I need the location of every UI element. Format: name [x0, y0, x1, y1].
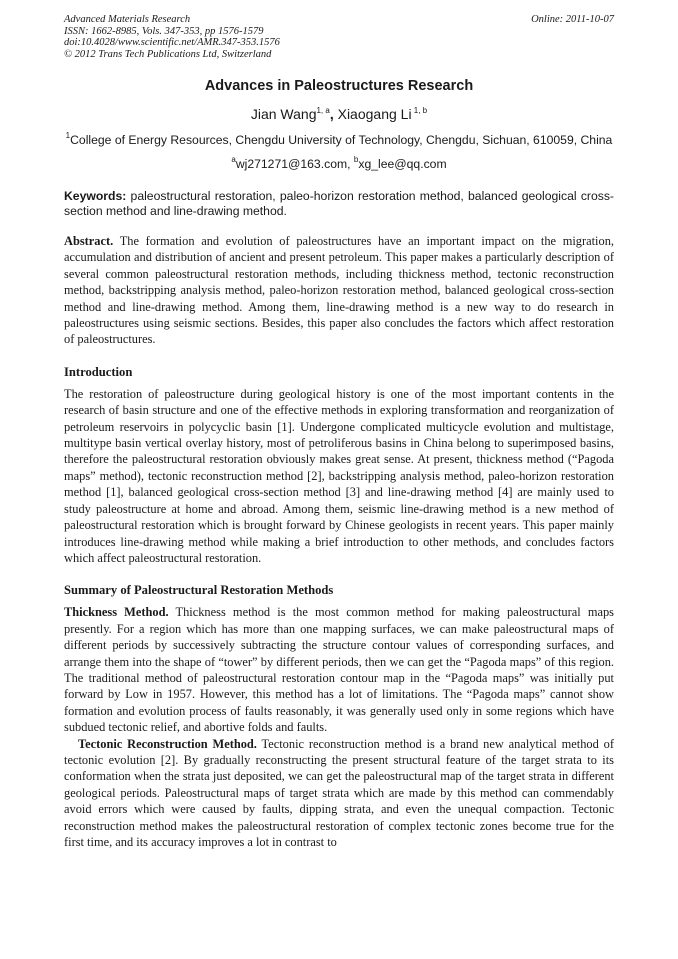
doi-line[interactable]: doi:10.4028/www.scientific.net/AMR.347-353.1576 — [64, 37, 280, 48]
author-name: Jian Wang — [250, 106, 317, 122]
tectonic-method-paragraph — [64, 736, 614, 851]
paper-page — [64, 14, 614, 850]
affiliation-superscript: 1 — [65, 131, 71, 140]
abstract-label: Abstract. — [64, 234, 114, 248]
affiliation-text: College of Energy Resources, Chengdu University of Technology, Chengdu, Sichuan, 610059, China — [70, 133, 613, 147]
author-superscript: 1, a — [316, 106, 330, 115]
copyright-line: © 2012 Trans Tech Publications Ltd, Switzerland — [64, 48, 272, 60]
author-name: Xiaogang Li — [337, 106, 412, 122]
paper-title: Advances in Paleostructures Research — [204, 78, 474, 94]
abstract-text: The formation and evolution of paleostructures have an important impact on the migration, accumulation and distribution of ancient and present petroleum. This paper makes a particularly description of several common paleostructural restoration methods, including thickness method, tectonic reconstruction method, backstripping analysis method, paleo-horizon restoration method, balanced geological cross-section method and line-drawing method. Among them, line-drawing method is a new way to do research in paleostructures using seismic sections. Besides, this paper also concludes the factors which affect restoration of paleostructures. — [64, 234, 614, 347]
email-address[interactable]: wj271271@163.com, — [235, 157, 354, 171]
section-heading: Introduction — [64, 364, 133, 379]
affiliation — [64, 128, 614, 148]
paragraph-text: Tectonic reconstruction method is a brand new analytical method of tectonic evolution [2]. By gradually reconstructing the present structural feature of the target strata to its conformation when the strata just deposited, we can get the paleostructural map of the target strata in different geological periods. Paleostructural maps of target strata which are made by this method can commendably avoid errors which were caused by faults, dipping strata, and even the unequal compaction. Tectonic reconstruction method makes the paleostructural restoration of complex tectonic zones become true for the first time, and its accuracy improves a lot in contrast to — [64, 736, 614, 849]
journal-name: Advanced Materials Research — [64, 14, 191, 25]
introduction-paragraph: The restoration of paleostructure during geological history is one of the most important contents in the research of basin structure and one of the effective methods in exploring transformation and reorganization of petroleum reservoirs in polycyclic basin [1]. Undergone complicated multicycle evolution and multistage, multitype basin vertical overlay history, most of petroliferous basins in China belong to superimposed basins, therefore the paleostructural restoration obviously makes great sense. At present, thickness method (“Pagoda maps” method), tectonic reconstruction method [2], backstripping analysis method, paleo-horizon restoration method [1], balanced geological cross-section method [3] and line-drawing method [4] are mainly used to study paleostructure at home and abroad. Among them, seismic line-drawing method is a new method of paleostructural restoration which is brought forward by Chinese geologists in recent years. This paper mainly introduces line-drawing method while making a brief introduction to other methods, and concludes factors which affect paleostructural restoration. — [64, 386, 614, 565]
author-emails — [64, 155, 614, 171]
journal-header — [64, 14, 614, 60]
online-date: Online: 2011-10-07 — [531, 14, 614, 25]
keywords — [64, 189, 614, 219]
email-superscript: b — [353, 155, 359, 164]
author-list — [64, 106, 614, 122]
thickness-method-paragraph — [64, 604, 614, 735]
run-in-heading: Thickness Method. — [64, 605, 169, 620]
email-superscript: a — [231, 155, 236, 164]
author-separator: , — [329, 106, 338, 122]
abstract — [64, 233, 614, 348]
run-in-heading: Tectonic Reconstruction Method. — [78, 736, 257, 751]
email-address[interactable]: xg_lee@qq.com — [358, 157, 447, 171]
issn-line: ISSN: 1662-8985, Vols. 347-353, pp 1576-1579 — [64, 25, 264, 37]
paragraph-text: Thickness method is the most common method for making paleostructural maps presently. For a region which has more than one mapping surfaces, we can make paleostructural maps of different periods by successively subtracting the structure contour values of corresponding surfaces, and arrange them into the shape of “tower” by different periods, then we can get the “Pagoda maps” of this region. The traditional method of paleostructural restoration contour map in the “Pagoda maps” was initially put forward by Low in 1957. However, this method has a lot of limitations. The “Pagoda maps” cannot show formation and evolution process of faults reasonably, it was generally used only in some regions which have subdued tectonic relief, and abortive folds and faults. — [64, 605, 614, 735]
author-superscript: 1, b — [411, 106, 428, 115]
keywords-label: Keywords: — [64, 189, 127, 203]
keywords-text: paleostructural restoration, paleo-horizon restoration method, balanced geological cross-section method and line-drawing method. — [64, 189, 614, 218]
section-heading: Summary of Paleostructural Restoration Methods — [64, 583, 334, 598]
